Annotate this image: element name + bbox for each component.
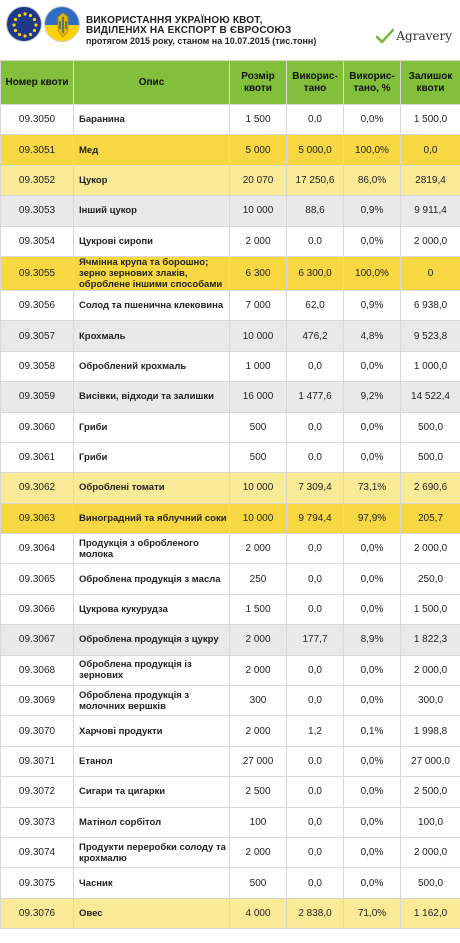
quota-size-cell: 500 xyxy=(230,868,287,898)
remaining-cell: 14 522,4 xyxy=(401,382,460,412)
used-percent-cell: 0,0% xyxy=(344,594,401,624)
quota-number-cell: 09.3066 xyxy=(1,594,74,624)
used-percent-cell: 86,0% xyxy=(344,165,401,195)
used-cell: 7 309,4 xyxy=(287,473,344,503)
table-row xyxy=(1,594,460,624)
page-header xyxy=(0,0,460,60)
quota-size-cell: 7 000 xyxy=(230,290,287,320)
brand-logo xyxy=(376,27,452,45)
used-cell: 0,0 xyxy=(287,686,344,716)
remaining-cell: 500,0 xyxy=(401,868,460,898)
used-percent-cell: 0,0% xyxy=(344,777,401,807)
remaining-cell: 1 822,3 xyxy=(401,625,460,655)
description-cell: Мед xyxy=(74,135,230,165)
used-percent-cell: 0,0% xyxy=(344,564,401,594)
used-percent-cell: 0,0% xyxy=(344,807,401,837)
remaining-cell: 9 911,4 xyxy=(401,196,460,226)
table-row xyxy=(1,165,460,195)
description-cell: Інший цукор xyxy=(74,196,230,226)
table-row xyxy=(1,655,460,685)
description-cell: Ячмінна крупа та борошно; зерно зернових злаків, оброблене іншими способами xyxy=(74,256,230,290)
remaining-cell: 1 500,0 xyxy=(401,105,460,135)
used-cell: 5 000,0 xyxy=(287,135,344,165)
table-row xyxy=(1,534,460,564)
used-cell: 0,0 xyxy=(287,226,344,256)
used-cell: 476,2 xyxy=(287,321,344,351)
description-cell: Гриби xyxy=(74,442,230,472)
remaining-cell: 2 000,0 xyxy=(401,837,460,867)
table-row xyxy=(1,412,460,442)
quota-number-cell: 09.3053 xyxy=(1,196,74,226)
table-row xyxy=(1,746,460,776)
quota-number-cell: 09.3055 xyxy=(1,256,74,290)
table-row xyxy=(1,442,460,472)
used-cell: 17 250,6 xyxy=(287,165,344,195)
quota-size-cell: 10 000 xyxy=(230,503,287,533)
quota-number-cell: 09.3062 xyxy=(1,473,74,503)
table-row xyxy=(1,777,460,807)
remaining-cell: 0,0 xyxy=(401,135,460,165)
used-percent-cell: 73,1% xyxy=(344,473,401,503)
used-cell: 0,0 xyxy=(287,442,344,472)
remaining-cell: 6 938,0 xyxy=(401,290,460,320)
quota-number-cell: 09.3073 xyxy=(1,807,74,837)
description-cell: Цукор xyxy=(74,165,230,195)
used-percent-cell: 0,0% xyxy=(344,746,401,776)
quota-size-cell: 2 000 xyxy=(230,534,287,564)
description-cell: Оброблена продукція із зернових xyxy=(74,655,230,685)
quota-number-cell: 09.3068 xyxy=(1,655,74,685)
used-percent-cell: 0,0% xyxy=(344,534,401,564)
used-percent-cell: 100,0% xyxy=(344,256,401,290)
table-row xyxy=(1,226,460,256)
column-header-used-percent: Викорис-тано, % xyxy=(344,61,401,105)
description-cell: Овес xyxy=(74,898,230,928)
description-cell: Харчові продукти xyxy=(74,716,230,746)
remaining-cell: 9 523,8 xyxy=(401,321,460,351)
column-header-description: Опис xyxy=(74,61,230,105)
description-cell: Оброблений крохмаль xyxy=(74,351,230,381)
used-cell: 1,2 xyxy=(287,716,344,746)
header-row xyxy=(1,61,460,105)
table-row xyxy=(1,321,460,351)
quota-size-cell: 4 000 xyxy=(230,898,287,928)
column-header-remaining: Залишок квоти xyxy=(401,61,460,105)
table-row xyxy=(1,256,460,290)
table-body xyxy=(1,105,460,929)
remaining-cell: 1 998,8 xyxy=(401,716,460,746)
quota-size-cell: 6 300 xyxy=(230,256,287,290)
description-cell: Цукрова кукурудза xyxy=(74,594,230,624)
subtitle: протягом 2015 року, станом на 10.07.2015 (тис.тонн) xyxy=(86,36,317,46)
remaining-cell: 250,0 xyxy=(401,564,460,594)
table-row xyxy=(1,564,460,594)
table-row xyxy=(1,898,460,928)
used-cell: 0,0 xyxy=(287,412,344,442)
quota-size-cell: 10 000 xyxy=(230,473,287,503)
description-cell: Оброблена продукція з молочних вершків xyxy=(74,686,230,716)
remaining-cell: 1 000,0 xyxy=(401,351,460,381)
quota-size-cell: 5 000 xyxy=(230,135,287,165)
description-cell: Продукція з обробленого молока xyxy=(74,534,230,564)
quota-number-cell: 09.3057 xyxy=(1,321,74,351)
title-line-1: ВИКОРИСТАННЯ УКРАЇНОЮ КВОТ, xyxy=(86,15,263,26)
used-cell: 0,0 xyxy=(287,534,344,564)
used-percent-cell: 0,0% xyxy=(344,226,401,256)
remaining-cell: 1 500,0 xyxy=(401,594,460,624)
column-header-quota-number: Номер квоти xyxy=(1,61,74,105)
description-cell: Солод та пшенична клековина xyxy=(74,290,230,320)
used-cell: 6 300,0 xyxy=(287,256,344,290)
quota-number-cell: 09.3067 xyxy=(1,625,74,655)
quota-size-cell: 1 000 xyxy=(230,351,287,381)
description-cell: Виноградний та яблучний соки xyxy=(74,503,230,533)
used-percent-cell: 97,9% xyxy=(344,503,401,533)
description-cell: Етанол xyxy=(74,746,230,776)
quota-size-cell: 16 000 xyxy=(230,382,287,412)
quota-number-cell: 09.3050 xyxy=(1,105,74,135)
quota-size-cell: 2 500 xyxy=(230,777,287,807)
used-percent-cell: 4,8% xyxy=(344,321,401,351)
description-cell: Оброблені томати xyxy=(74,473,230,503)
quota-number-cell: 09.3060 xyxy=(1,412,74,442)
table-row xyxy=(1,716,460,746)
used-percent-cell: 0,0% xyxy=(344,442,401,472)
used-percent-cell: 0,0% xyxy=(344,686,401,716)
quota-size-cell: 100 xyxy=(230,807,287,837)
used-cell: 0,0 xyxy=(287,564,344,594)
quota-number-cell: 09.3051 xyxy=(1,135,74,165)
used-cell: 0,0 xyxy=(287,746,344,776)
table-row xyxy=(1,868,460,898)
table-row xyxy=(1,196,460,226)
used-percent-cell: 9,2% xyxy=(344,382,401,412)
table-row xyxy=(1,807,460,837)
quota-table xyxy=(0,60,460,929)
used-percent-cell: 71,0% xyxy=(344,898,401,928)
quota-number-cell: 09.3059 xyxy=(1,382,74,412)
table-row xyxy=(1,105,460,135)
quota-number-cell: 09.3056 xyxy=(1,290,74,320)
description-cell: Висівки, відходи та залишки xyxy=(74,382,230,412)
used-cell: 0,0 xyxy=(287,777,344,807)
remaining-cell: 27 000,0 xyxy=(401,746,460,776)
description-cell: Баранина xyxy=(74,105,230,135)
quota-size-cell: 2 000 xyxy=(230,655,287,685)
quota-number-cell: 09.3072 xyxy=(1,777,74,807)
remaining-cell: 205,7 xyxy=(401,503,460,533)
quota-size-cell: 20 070 xyxy=(230,165,287,195)
used-cell: 177,7 xyxy=(287,625,344,655)
used-percent-cell: 0,9% xyxy=(344,290,401,320)
quota-number-cell: 09.3058 xyxy=(1,351,74,381)
quota-size-cell: 2 000 xyxy=(230,625,287,655)
description-cell: Продукти переробки солоду та крохмалю xyxy=(74,837,230,867)
remaining-cell: 2 000,0 xyxy=(401,534,460,564)
remaining-cell: 2 500,0 xyxy=(401,777,460,807)
remaining-cell: 500,0 xyxy=(401,412,460,442)
quota-size-cell: 2 000 xyxy=(230,716,287,746)
used-cell: 9 794,4 xyxy=(287,503,344,533)
quota-number-cell: 09.3071 xyxy=(1,746,74,776)
quota-number-cell: 09.3070 xyxy=(1,716,74,746)
quota-size-cell: 2 000 xyxy=(230,837,287,867)
table-row xyxy=(1,837,460,867)
used-percent-cell: 0,0% xyxy=(344,351,401,381)
remaining-cell: 100,0 xyxy=(401,807,460,837)
remaining-cell: 2819,4 xyxy=(401,165,460,195)
eu-flag-icon xyxy=(6,6,42,42)
description-cell: Крохмаль xyxy=(74,321,230,351)
remaining-cell: 1 162,0 xyxy=(401,898,460,928)
used-percent-cell: 0,0% xyxy=(344,412,401,442)
used-cell: 0,0 xyxy=(287,868,344,898)
used-percent-cell: 8,9% xyxy=(344,625,401,655)
used-cell: 1 477,6 xyxy=(287,382,344,412)
used-cell: 0,0 xyxy=(287,594,344,624)
quota-size-cell: 1 500 xyxy=(230,594,287,624)
title-line-2: ВИДІЛЕНИХ НА ЕКСПОРТ В ЄВРОСОЮЗ xyxy=(86,25,292,36)
description-cell: Цукрові сиропи xyxy=(74,226,230,256)
used-cell: 0,0 xyxy=(287,105,344,135)
used-percent-cell: 0,0% xyxy=(344,868,401,898)
remaining-cell: 500,0 xyxy=(401,442,460,472)
remaining-cell: 2 000,0 xyxy=(401,226,460,256)
description-cell: Часник xyxy=(74,868,230,898)
table-row xyxy=(1,135,460,165)
remaining-cell: 2 000,0 xyxy=(401,655,460,685)
description-cell: Сигари та цигарки xyxy=(74,777,230,807)
brand-name: Agravery xyxy=(396,29,452,43)
quota-number-cell: 09.3061 xyxy=(1,442,74,472)
quota-number-cell: 09.3063 xyxy=(1,503,74,533)
description-cell: Гриби xyxy=(74,412,230,442)
quota-size-cell: 300 xyxy=(230,686,287,716)
quota-number-cell: 09.3052 xyxy=(1,165,74,195)
used-percent-cell: 0,1% xyxy=(344,716,401,746)
table-row xyxy=(1,503,460,533)
description-cell: Оброблена продукція з масла xyxy=(74,564,230,594)
remaining-cell: 0 xyxy=(401,256,460,290)
quota-number-cell: 09.3074 xyxy=(1,837,74,867)
used-cell: 88,6 xyxy=(287,196,344,226)
quota-size-cell: 10 000 xyxy=(230,321,287,351)
used-percent-cell: 0,9% xyxy=(344,196,401,226)
table-row xyxy=(1,351,460,381)
used-percent-cell: 0,0% xyxy=(344,837,401,867)
table-row xyxy=(1,686,460,716)
ukraine-flag-icon xyxy=(44,6,80,42)
quota-size-cell: 27 000 xyxy=(230,746,287,776)
table-header xyxy=(1,61,460,105)
quota-number-cell: 09.3069 xyxy=(1,686,74,716)
quota-number-cell: 09.3076 xyxy=(1,898,74,928)
used-cell: 62,0 xyxy=(287,290,344,320)
quota-size-cell: 2 000 xyxy=(230,226,287,256)
remaining-cell: 2 690,6 xyxy=(401,473,460,503)
used-cell: 0,0 xyxy=(287,655,344,685)
quota-number-cell: 09.3064 xyxy=(1,534,74,564)
used-cell: 2 838,0 xyxy=(287,898,344,928)
title-block xyxy=(86,16,326,47)
quota-size-cell: 250 xyxy=(230,564,287,594)
quota-number-cell: 09.3065 xyxy=(1,564,74,594)
quota-size-cell: 500 xyxy=(230,442,287,472)
table-row xyxy=(1,290,460,320)
used-cell: 0,0 xyxy=(287,351,344,381)
quota-size-cell: 10 000 xyxy=(230,196,287,226)
used-percent-cell: 0,0% xyxy=(344,655,401,685)
quota-number-cell: 09.3054 xyxy=(1,226,74,256)
column-header-used: Викорис-тано xyxy=(287,61,344,105)
used-percent-cell: 0,0% xyxy=(344,105,401,135)
description-cell: Оброблена продукція з цукру xyxy=(74,625,230,655)
table-row xyxy=(1,382,460,412)
remaining-cell: 300,0 xyxy=(401,686,460,716)
quota-size-cell: 500 xyxy=(230,412,287,442)
column-header-quota-size: Розмір квоти xyxy=(230,61,287,105)
used-cell: 0,0 xyxy=(287,807,344,837)
used-percent-cell: 100,0% xyxy=(344,135,401,165)
table-row xyxy=(1,625,460,655)
description-cell: Матінол сорбітол xyxy=(74,807,230,837)
used-cell: 0,0 xyxy=(287,837,344,867)
quota-size-cell: 1 500 xyxy=(230,105,287,135)
table-row xyxy=(1,473,460,503)
agravery-logo-icon xyxy=(376,28,394,44)
quota-number-cell: 09.3075 xyxy=(1,868,74,898)
